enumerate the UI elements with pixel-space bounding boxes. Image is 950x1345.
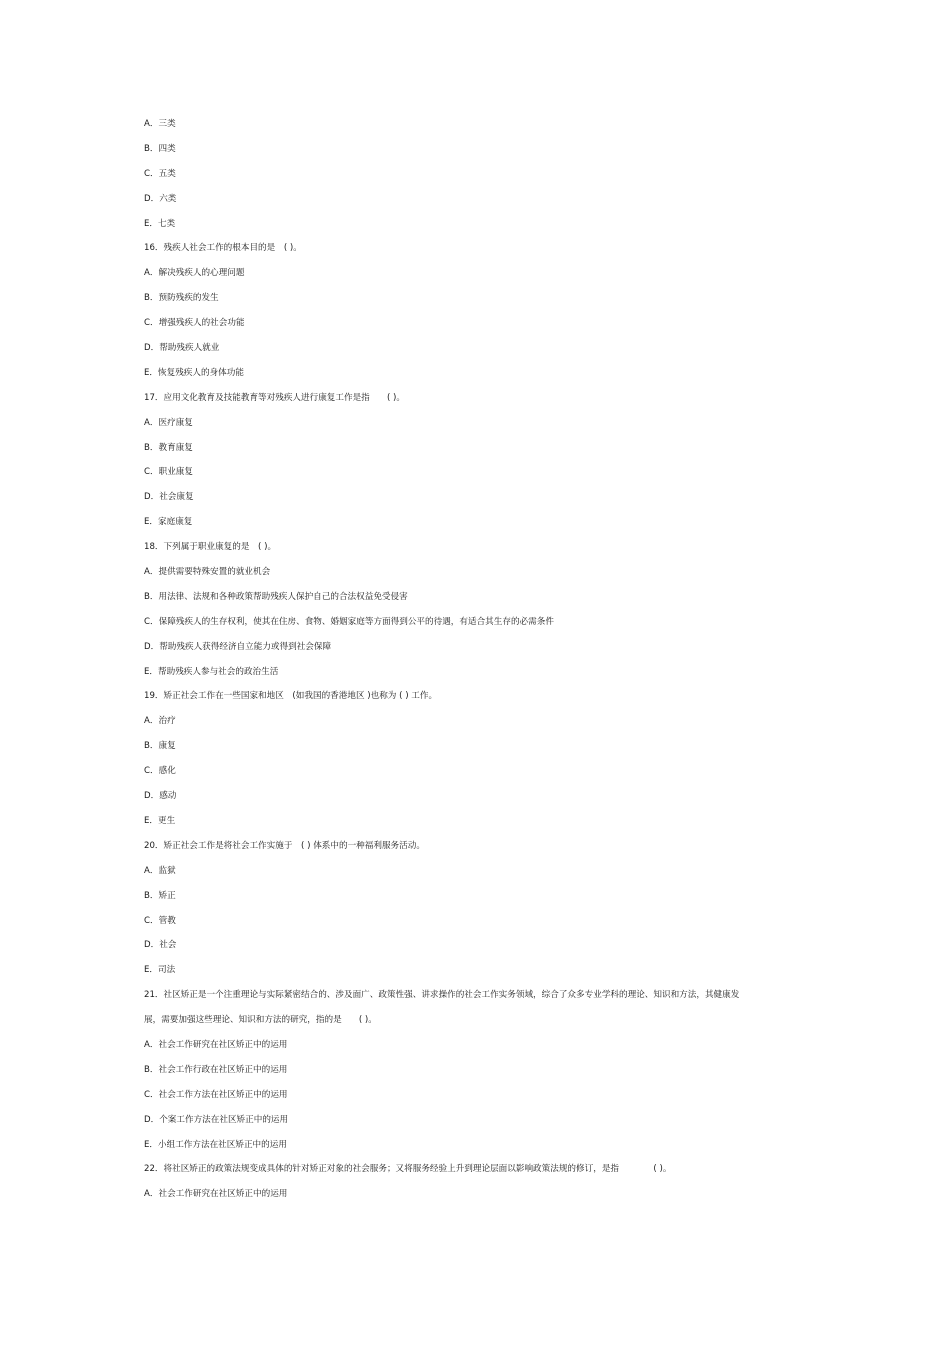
question-22: 22．将社区矫正的政策法规变成具体的针对矫正对象的社会服务；又将服务经验上升到理论层面以影响政策法规的修订，是指 ( )。: [144, 1164, 672, 1175]
option-line: A．三类: [144, 119, 176, 129]
option-line: E．小组工作方法在社区矫正中的运用: [144, 1139, 287, 1150]
question-19: 19．矫正社会工作在一些国家和地区 (如我国的香港地区 )也称为 ( ) 工作。: [144, 691, 438, 702]
option-line: D．个案工作方法在社区矫正中的运用: [144, 1114, 289, 1125]
option-line: C．五类: [144, 168, 176, 179]
option-line: E．恢复残疾人的身体功能: [144, 367, 244, 378]
option-line: E．司法: [144, 965, 176, 976]
option-line: B．社会工作行政在社区矫正中的运用: [144, 1064, 288, 1075]
option-line: C．增强残疾人的社会功能: [144, 318, 245, 329]
question-21: 21．社区矫正是一个注重理论与实际紧密结合的、涉及面广、政策性强、讲求操作的社会工作实务领域，综合了众多专业学科的理论、知识和方法，其健康发: [144, 990, 740, 1001]
question-list: [144, 118, 784, 1213]
option-line: A．监狱: [144, 865, 176, 876]
option-line: D．感动: [144, 791, 177, 802]
question-17: 17．应用文化教育及技能教育等对残疾人进行康复工作是指 ( )。: [144, 392, 405, 403]
option-line: E．帮助残疾人参与社会的政治生活: [144, 666, 279, 677]
option-line: C．管教: [144, 915, 176, 926]
option-line: C．社会工作方法在社区矫正中的运用: [144, 1089, 288, 1100]
option-line: D．帮助残疾人就业: [144, 343, 220, 354]
option-line: B．矫正: [144, 890, 176, 901]
question-18: 18．下列属于职业康复的是 ( )。: [144, 542, 277, 553]
option-line: D．社会: [144, 940, 177, 951]
question-16: 16．残疾人社会工作的根本目的是 ( )。: [144, 243, 302, 254]
option-line: C．职业康复: [144, 467, 193, 478]
option-line: B．教育康复: [144, 442, 193, 453]
option-line: E．家庭康复: [144, 517, 193, 528]
option-line: B．预防残疾的发生: [144, 293, 219, 304]
option-line: B．四类: [144, 143, 176, 154]
option-line: D．六类: [144, 193, 177, 204]
option-line: B．康复: [144, 741, 176, 752]
option-line: D．社会康复: [144, 492, 194, 503]
option-line: A．医疗康复: [144, 417, 193, 428]
option-line: A．社会工作研究在社区矫正中的运用: [144, 1039, 288, 1050]
question-20: 20．矫正社会工作是将社会工作实施于 ( ) 体系中的一种福利服务活动。: [144, 840, 425, 851]
option-line: B．用法律、法规和各种政策帮助残疾人保护自己的合法权益免受侵害: [144, 591, 408, 602]
option-line: C．保障残疾人的生存权利，使其在住房、食物、婚姻家庭等方面得到公平的待遇，有适合其生存的必需条件: [144, 616, 554, 627]
option-line: E．更生: [144, 815, 176, 826]
option-line: A．提供需要特殊安置的就业机会: [144, 567, 271, 578]
option-line: D．帮助残疾人获得经济自立能力或得到社会保障: [144, 641, 332, 652]
option-line: A．治疗: [144, 716, 176, 727]
option-line: C．感化: [144, 766, 176, 777]
option-line: A．解决残疾人的心理问题: [144, 268, 245, 279]
option-line: A．社会工作研究在社区矫正中的运用: [144, 1189, 288, 1200]
option-line: E．七类: [144, 218, 176, 229]
question-21-continued: 展，需要加强这些理论、知识和方法的研究，指的是 ( )。: [144, 1015, 377, 1026]
